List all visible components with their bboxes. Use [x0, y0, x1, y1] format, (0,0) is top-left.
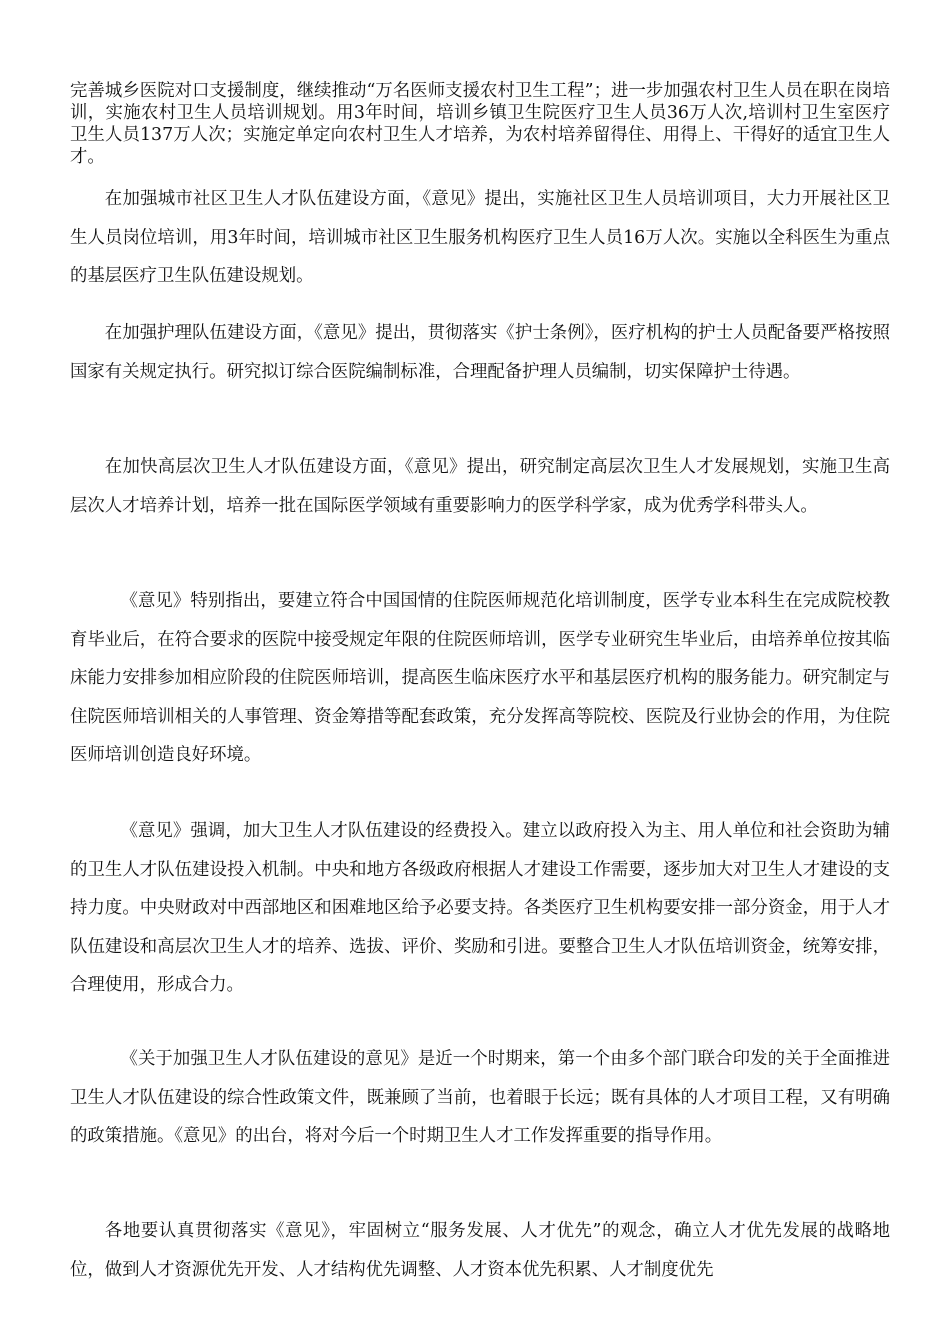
paragraph-resident-training: 《意见》特别指出，要建立符合中国国情的住院医师规范化培训制度，医学专业本科生在完成院校教育毕业后，在符合要求的医院中接受规定年限的住院医师培训，医学专业研究生毕业后，由培养单位按其临床能力安排参加相应阶段的住院医师培训，提高医生临床医疗水平和基层医疗机构的服务能力。研究制定与住院医师培训相关的人事管理、资金筹措等配套政策，充分发挥高等院校、医院及行业协会的作用，为住院医师培训创造良好环境。	[70, 591, 890, 765]
paragraph-high-level-talent: 在加快高层次卫生人才队伍建设方面，《意见》提出，研究制定高层次卫生人才发展规划，实施卫生高层次人才培养计划，培养一批在国际医学领域有重要影响力的医学科学家，成为优秀学科带头人。	[70, 457, 890, 516]
paragraph-implementation: 各地要认真贯彻落实《意见》，牢固树立“服务发展、人才优先”的观念，确立人才优先发展的战略地位，做到人才资源优先开发、人才结构优先调整、人才资本优先积累、人才制度优先	[70, 1221, 890, 1280]
paragraph-policy-summary: 《关于加强卫生人才队伍建设的意见》是近一个时期来，第一个由多个部门联合印发的关于全面推进卫生人才队伍建设的综合性政策文件，既兼顾了当前，也着眼于长远；既有具体的人才项目工程，又有明确的政策措施。《意见》的出台，将对今后一个时期卫生人才工作发挥重要的指导作用。	[70, 1049, 890, 1146]
paragraph-community-health: 在加强城市社区卫生人才队伍建设方面，《意见》提出，实施社区卫生人员培训项目，大力开展社区卫生人员岗位培训，用3年时间，培训城市社区卫生服务机构医疗卫生人员16万人次。实施以全科医生为重点的基层医疗卫生队伍建设规划。	[70, 189, 890, 286]
paragraph-nursing: 在加强护理队伍建设方面，《意见》提出，贯彻落实《护士条例》，医疗机构的护士人员配备要严格按照国家有关规定执行。研究拟订综合医院编制标准，合理配备护理人员编制，切实保障护士待遇。	[70, 323, 890, 382]
paragraph-funding: 《意见》强调，加大卫生人才队伍建设的经费投入。建立以政府投入为主、用人单位和社会资助为辅的卫生人才队伍建设投入机制。中央和地方各级政府根据人才建设工作需要，逐步加大对卫生人才建设的支持力度。中央财政对中西部地区和困难地区给予必要支持。各类医疗卫生机构要安排一部分资金，用于人才队伍建设和高层次卫生人才的培养、选拔、评价、奖励和引进。要整合卫生人才队伍培训资金，统筹安排，合理使用，形成合力。	[70, 821, 890, 995]
paragraph-rural-health-training: 完善城乡医院对口支援制度，继续推动“万名医师支援农村卫生工程”；进一步加强农村卫生人员在职在岗培训，实施农村卫生人员培训规划。用3年时间，培训乡镇卫生院医疗卫生人员36万人次,培训村卫生室医疗卫生人员137万人次；实施定单定向农村卫生人才培养，为农村培养留得住、用得上、干得好的适宜卫生人才。	[70, 81, 890, 167]
